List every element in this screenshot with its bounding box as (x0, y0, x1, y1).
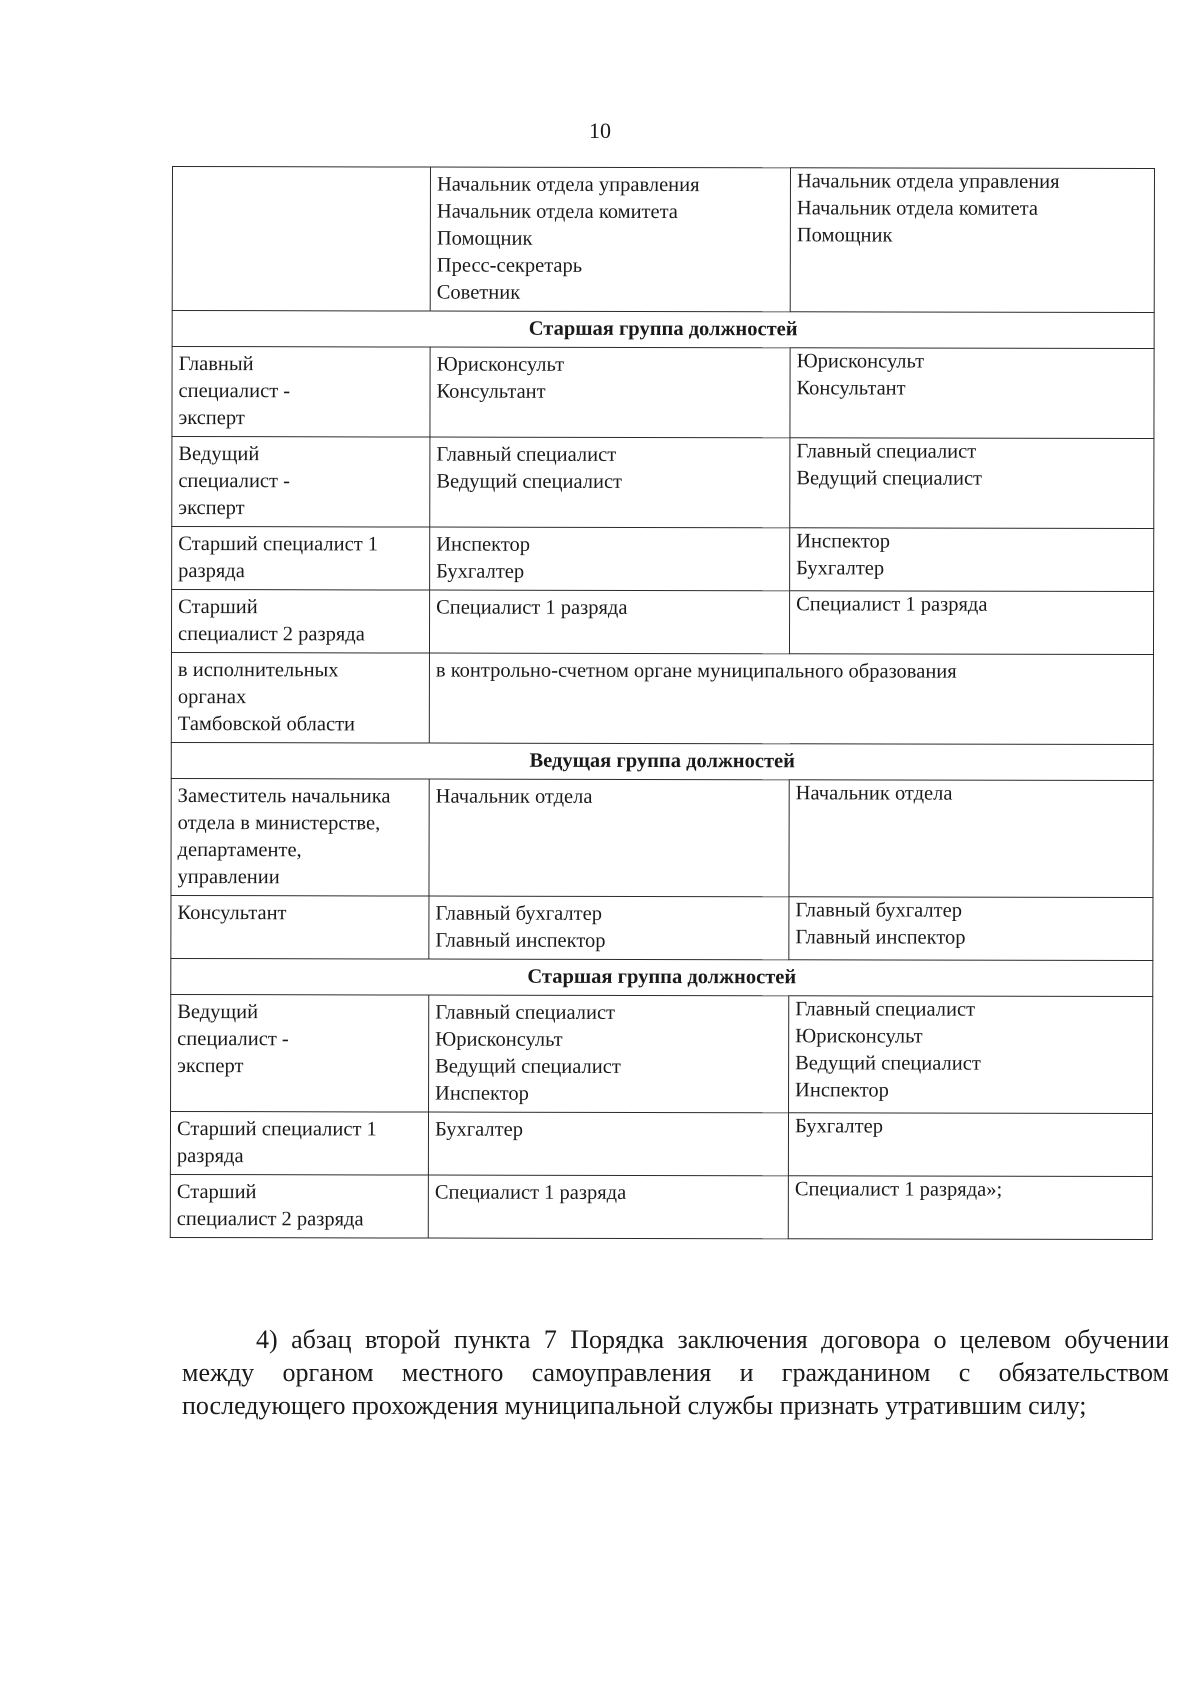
cell-line: специалист - (178, 470, 290, 493)
group-header-row (171, 958, 1153, 996)
cell-line: Ведущий специалист (796, 467, 983, 490)
cell-control-body-position (790, 348, 1154, 439)
cell-line: Бухгалтер (434, 1118, 524, 1141)
cell-state-position (172, 167, 430, 312)
cell-control-body-position (789, 996, 1153, 1114)
group-header-row (171, 742, 1153, 780)
cell-line: специалист 2 разряда (176, 1208, 364, 1231)
cell-line: Ведущий специалист (795, 1052, 981, 1075)
table-row (171, 895, 1153, 960)
cell-line: органах (177, 686, 247, 709)
cell-line: Главный специалист (796, 440, 977, 463)
cell-line: Начальник отдела управления (796, 170, 1060, 193)
cell-line: специалист 2 разряда (177, 623, 365, 646)
cell-line: управлении (177, 866, 280, 889)
cell-control-body-position (790, 438, 1154, 529)
cell-municipal-position (430, 437, 790, 528)
cell-municipal-position (428, 1175, 788, 1239)
cell-control-body-position (788, 1176, 1152, 1240)
cell-line: Специалист 1 разряда (796, 593, 988, 616)
cell-municipal-position (430, 527, 790, 591)
cell-line: Бухгалтер (796, 557, 885, 580)
cell-control-body-position (788, 1113, 1152, 1177)
cell-line: Ведущий специалист (436, 470, 623, 493)
cell-state-position (171, 590, 429, 654)
cell-line: отдела в министерстве, (177, 812, 381, 835)
cell-line: Начальник отдела комитета (796, 197, 1038, 220)
cell-line: Главный инспектор (795, 926, 966, 949)
cell-line: Инспектор (795, 1079, 889, 1102)
cell-line: Юрисконсульт (435, 1028, 563, 1051)
cell-municipal-position (428, 1112, 788, 1176)
cell-line: Инспектор (796, 530, 891, 553)
cell-line: Ведущий (177, 1001, 259, 1024)
cell-line: Консультант (796, 377, 906, 400)
cell-line: Заместитель начальника (177, 785, 391, 808)
positions-table-body (170, 167, 1154, 1240)
cell-line: Специалист 1 разряда (434, 1181, 627, 1204)
cell-line: Пресс-секретарь (436, 254, 583, 277)
cell-line: Главный специалист (436, 443, 617, 466)
group-header-row (172, 311, 1154, 349)
cell-line: Главный специалист (795, 998, 976, 1021)
cell-line: Помощник (436, 227, 533, 250)
cell-state-position (172, 437, 430, 528)
table-row (171, 590, 1153, 655)
cell-municipal-position (429, 779, 789, 897)
cell-line: Специалист 1 разряда»; (794, 1178, 1003, 1201)
cell-line: Старший (176, 1181, 257, 1204)
cell-line: Начальник отдела (435, 785, 593, 808)
cell-municipal-position (429, 995, 789, 1113)
cell-line: Главный бухгалтер (435, 902, 603, 925)
table-row (172, 347, 1154, 439)
cell-state-position (171, 895, 429, 959)
cell-municipal-position (429, 896, 789, 960)
cell-line: в исполнительных (177, 659, 339, 682)
cell-line: разряда (176, 1145, 244, 1168)
cell-span-text: в контрольно-счетном органе муниципального образования (429, 653, 1153, 745)
cell-line: Советник (436, 281, 521, 304)
cell-municipal-position (430, 167, 790, 312)
cell-line: специалист - (178, 380, 291, 403)
cell-line: Старший (178, 596, 258, 619)
cell-line: Начальник отдела комитета (436, 200, 678, 224)
cell-line: Ведущий (178, 443, 260, 466)
cell-line: Юрисконсульт (436, 353, 565, 376)
table-row (172, 167, 1154, 313)
cell-line: департаменте, (177, 839, 302, 862)
cell-control-body-position (790, 528, 1154, 592)
cell-line: Начальник отдела (795, 782, 953, 805)
cell-line: Главный (178, 353, 254, 376)
cell-line: Начальник отдела управления (436, 173, 700, 197)
cell-line: эксперт (177, 1055, 244, 1078)
cell-line: Тамбовской области (177, 713, 356, 736)
cell-line: Юрисконсульт (795, 1025, 923, 1048)
amendment-paragraph-text: 4) абзац второй пункта 7 Порядка заключения договора о целевом обучении между органом местного самоуправления и гражданином с обязательством последующего прохождения муниципальной службы признать утратившим силу; (182, 1325, 1169, 1420)
cell-line: Ведущий специалист (435, 1055, 621, 1078)
cell-municipal-position (429, 590, 789, 654)
cell-line: Старший специалист 1 (178, 533, 379, 556)
cell-control-body-position (789, 897, 1153, 961)
cell-municipal-position (430, 347, 790, 438)
table-row (171, 994, 1153, 1113)
cell-state-position (170, 1111, 428, 1175)
group-title: Ведущая группа должностей (171, 742, 1153, 780)
table-row (170, 1111, 1152, 1176)
amendment-paragraph (182, 1323, 1169, 1422)
cell-line: разряда (178, 560, 245, 583)
cell-line: Специалист 1 разряда (436, 596, 628, 619)
table-row (171, 778, 1153, 897)
cell-state-position (171, 994, 429, 1112)
cell-line: Инспектор (435, 1082, 529, 1105)
cell-line: эксперт (178, 497, 245, 520)
cell-control-body-position (789, 591, 1153, 655)
cell-line: Инспектор (436, 533, 531, 556)
cell-line: Бухгалтер (794, 1115, 884, 1138)
table-row (170, 1174, 1152, 1239)
cell-line: Консультант (177, 902, 287, 925)
cell-line: Главный инспектор (435, 929, 606, 952)
table-row (172, 437, 1154, 529)
cell-line: Юрисконсульт (796, 350, 925, 373)
cell-state-position (172, 527, 430, 591)
cell-line: эксперт (178, 407, 245, 430)
cell-state-position (170, 1174, 428, 1238)
group-title: Старшая группа должностей (171, 958, 1153, 996)
cell-line: Главный бухгалтер (795, 899, 963, 922)
cell-line: Бухгалтер (436, 560, 525, 583)
cell-position-category (171, 653, 429, 744)
page-number: 10 (589, 118, 611, 143)
cell-line: Старший специалист 1 (176, 1118, 377, 1141)
positions-table (170, 166, 1155, 1240)
table-row (172, 527, 1154, 592)
cell-line: специалист - (177, 1028, 289, 1051)
cell-control-body-position (789, 780, 1153, 898)
cell-line: Главный специалист (435, 1001, 616, 1024)
cell-state-position (171, 778, 429, 896)
cell-line: Помощник (796, 224, 893, 247)
cell-line: Консультант (436, 380, 546, 403)
cell-control-body-position (790, 168, 1154, 313)
cell-state-position (172, 347, 430, 438)
table-row (171, 653, 1153, 745)
group-title: Старшая группа должностей (172, 311, 1154, 349)
